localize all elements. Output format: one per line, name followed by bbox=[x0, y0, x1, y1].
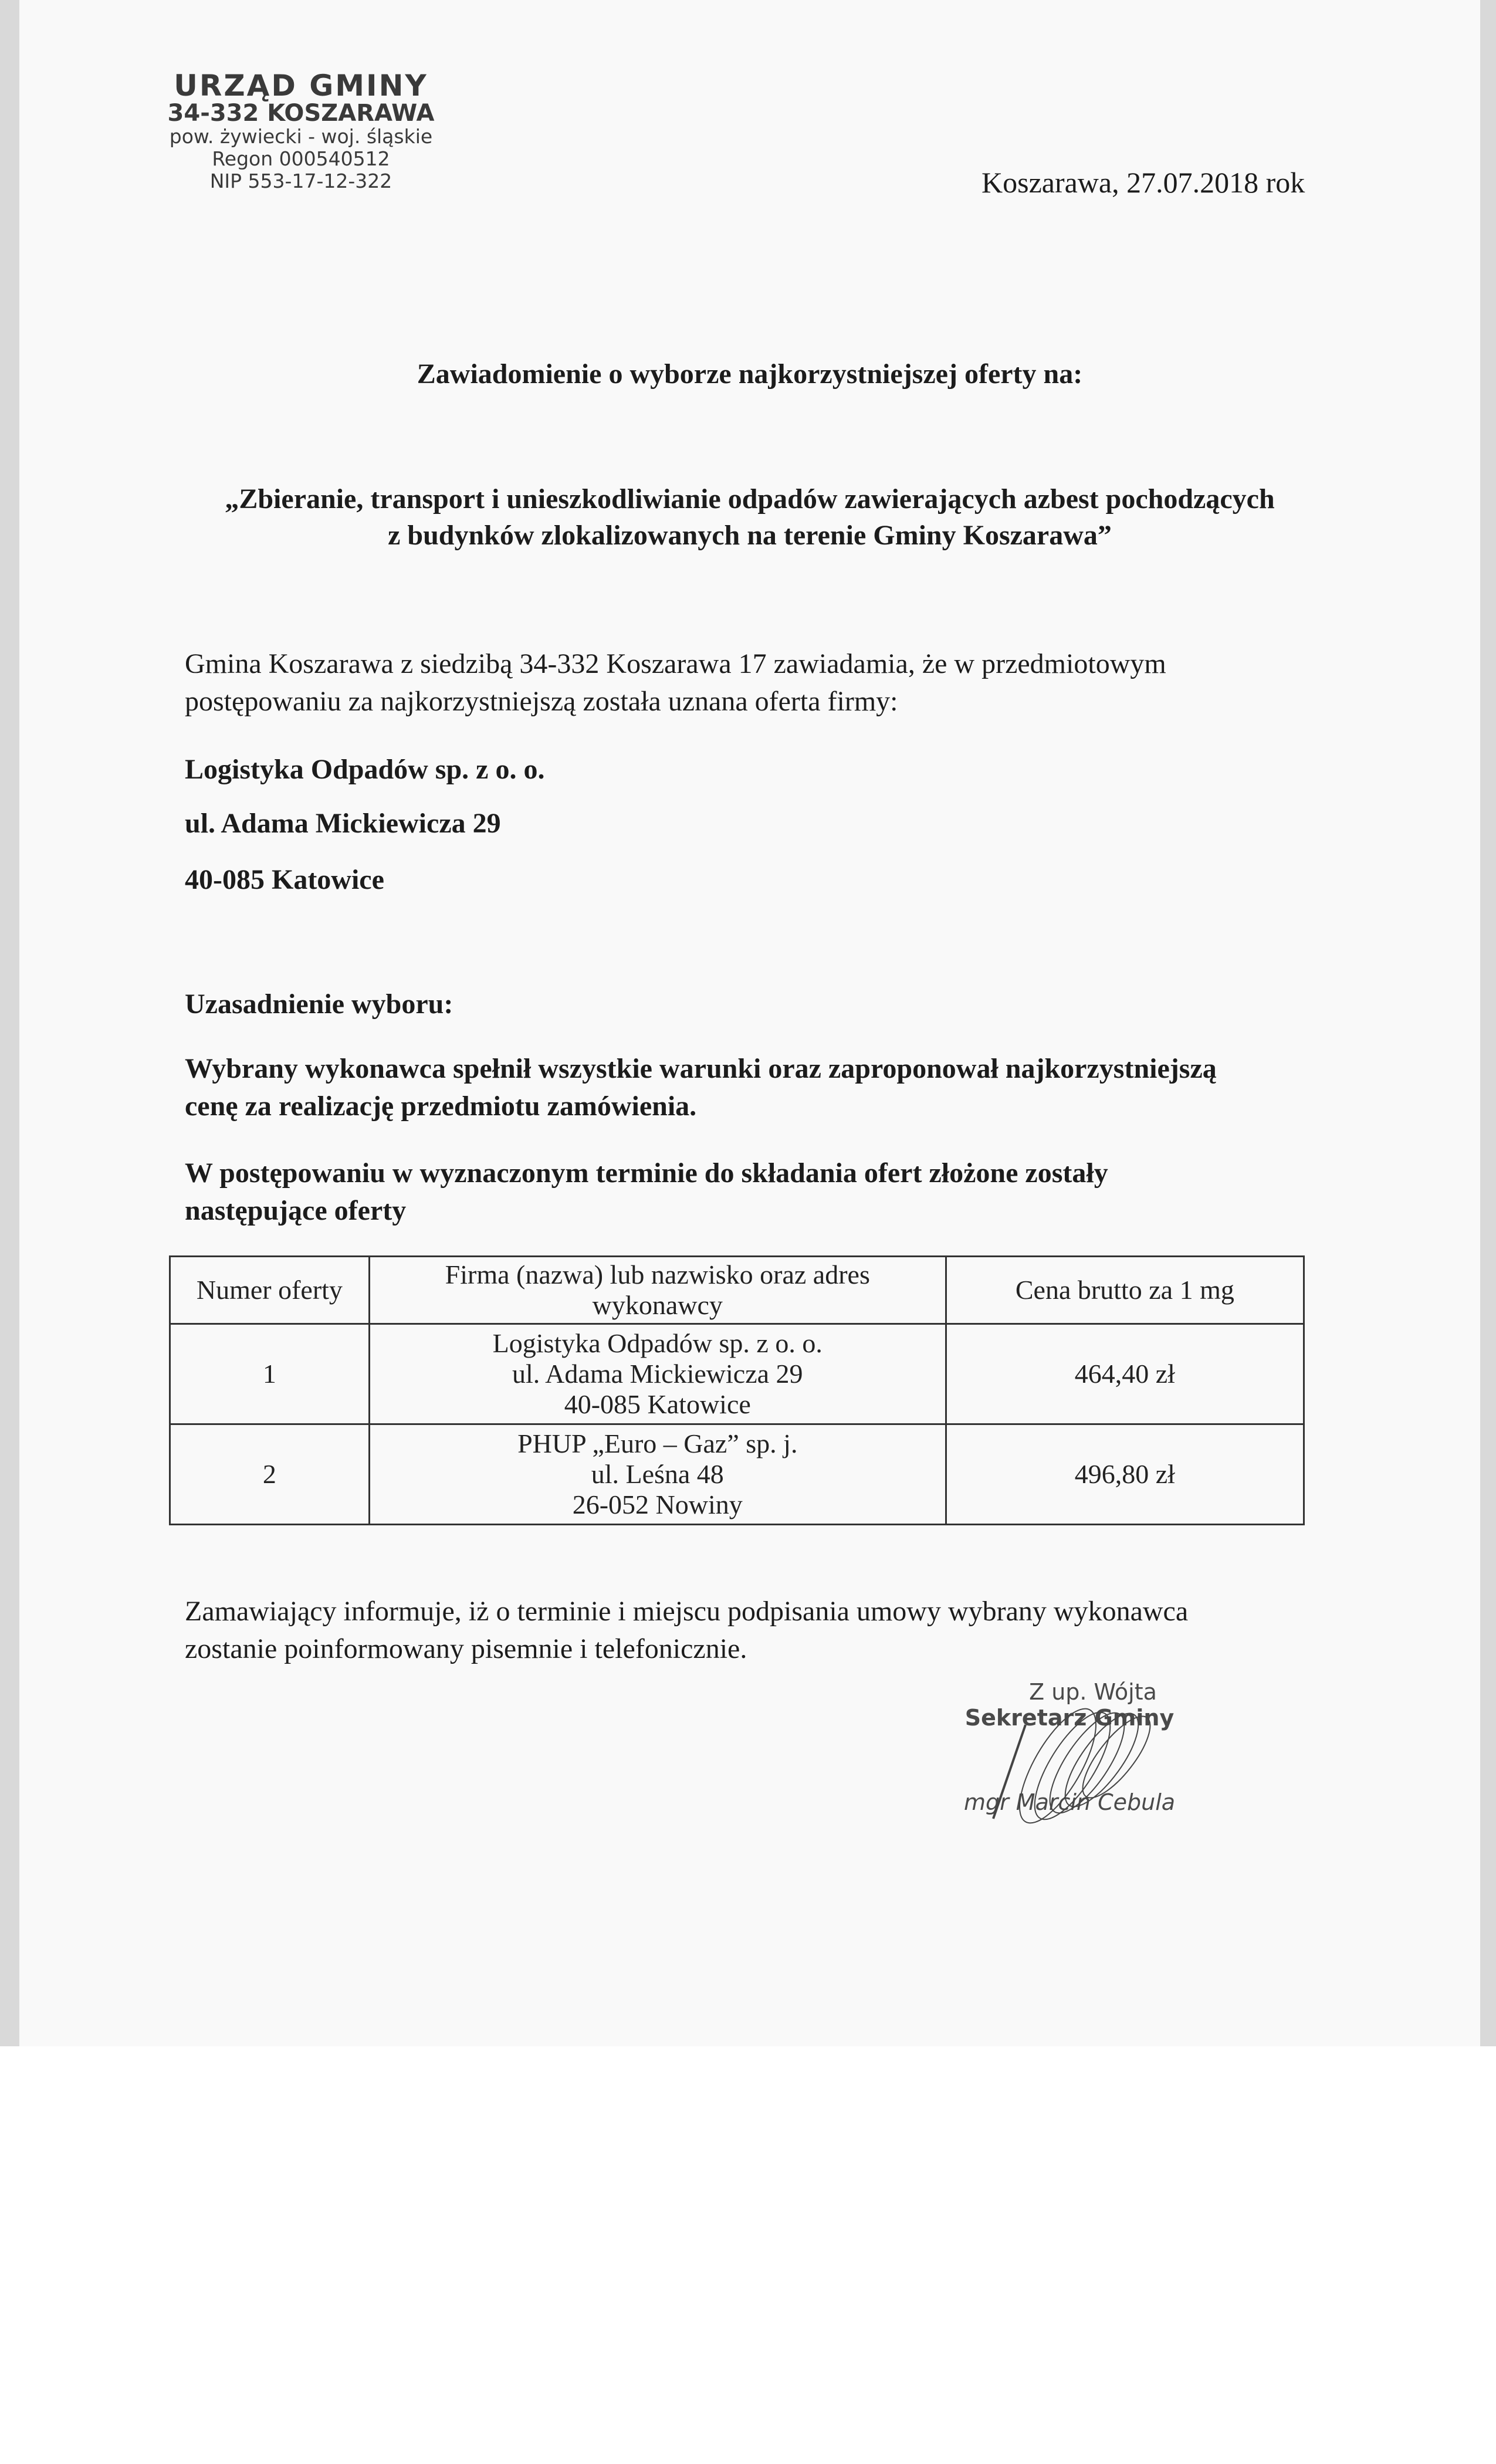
offer-company-city: 40-085 Katowice bbox=[564, 1389, 751, 1419]
tender-subject bbox=[19, 481, 1480, 554]
signature-role: Sekretarz Gminy bbox=[964, 1705, 1175, 1731]
offers-intro-line-1: W postępowaniu w wyznaczonym terminie do składania ofert złożone zostały bbox=[185, 1157, 1108, 1189]
handwritten-signature-icon bbox=[970, 1701, 1169, 1830]
justification-line-2: cenę za realizację przedmiotu zamówienia. bbox=[185, 1091, 697, 1122]
tender-subject-line-1: „Zbieranie, transport i unieszkodliwianie odpadów zawierających azbest pochodzących bbox=[225, 483, 1275, 515]
offer-price: 464,40 zł bbox=[946, 1324, 1304, 1424]
winner-city: 40-085 Katowice bbox=[185, 864, 384, 895]
closing-line-1: Zamawiający informuje, iż o terminie i miejscu podpisania umowy wybrany wykonawca bbox=[185, 1596, 1189, 1627]
offer-company-street: ul. Adama Mickiewicza 29 bbox=[512, 1359, 803, 1389]
offers-intro bbox=[185, 1155, 1108, 1230]
intro-line-1: Gmina Koszarawa z siedzibą 34-332 Koszarawa 17 zawiadamia, że w przedmiotowym bbox=[185, 648, 1166, 679]
table-row bbox=[170, 1324, 1304, 1424]
offer-company-street: ul. Leśna 48 bbox=[591, 1459, 724, 1489]
office-stamp bbox=[137, 70, 465, 192]
place-and-date: Koszarawa, 27.07.2018 rok bbox=[981, 166, 1305, 199]
signature-name: mgr Marcin Cebula bbox=[963, 1789, 1176, 1815]
tender-subject-line-2: z budynków zlokalizowanych na terenie Gminy Koszarawa” bbox=[388, 520, 1112, 551]
intro-line-2: postępowaniu za najkorzystniejszą została uznana oferta firmy: bbox=[185, 686, 898, 717]
document-page bbox=[19, 0, 1480, 2046]
justification-heading: Uzasadnienie wyboru: bbox=[185, 989, 453, 1020]
offer-price: 496,80 zł bbox=[946, 1424, 1304, 1525]
winner-name: Logistyka Odpadów sp. z o. o. bbox=[185, 754, 545, 785]
offer-company-name: Logistyka Odpadów sp. z o. o. bbox=[492, 1328, 823, 1358]
justification-text bbox=[185, 1050, 1217, 1125]
closing-line-2: zostanie poinformowany pisemnie i telefonicznie. bbox=[185, 1633, 747, 1664]
stamp-regon: Regon 000540512 bbox=[212, 147, 390, 170]
header-company-line-2: wykonawcy bbox=[592, 1290, 723, 1320]
justification-line-1: Wybrany wykonawca spełnił wszystkie warunki oraz zaproponował najkorzystniejszą bbox=[185, 1053, 1217, 1084]
header-company bbox=[369, 1257, 946, 1324]
header-price: Cena brutto za 1 mg bbox=[946, 1257, 1304, 1324]
offer-company-name: PHUP „Euro – Gaz” sp. j. bbox=[517, 1429, 798, 1458]
offer-company bbox=[369, 1424, 946, 1525]
stamp-district: pow. żywiecki - woj. śląskie bbox=[169, 125, 433, 148]
stamp-postal-address: 34-332 KOSZARAWA bbox=[167, 100, 435, 127]
document-title: Zawiadomienie o wyborze najkorzystniejszej oferty na: bbox=[417, 358, 1083, 390]
closing-paragraph bbox=[185, 1593, 1188, 1668]
offers-table-header-row bbox=[170, 1257, 1304, 1324]
signature-authority: Z up. Wójta bbox=[1029, 1679, 1157, 1705]
winner-street: ul. Adama Mickiewicza 29 bbox=[185, 808, 501, 839]
table-row bbox=[170, 1424, 1304, 1525]
header-company-line-1: Firma (nazwa) lub nazwisko oraz adres bbox=[445, 1260, 870, 1289]
offer-number: 1 bbox=[170, 1324, 370, 1424]
offers-intro-line-2: następujące oferty bbox=[185, 1195, 407, 1226]
offer-company bbox=[369, 1324, 946, 1424]
header-offer-number: Numer oferty bbox=[170, 1257, 370, 1324]
stamp-office-name: URZĄD GMINY bbox=[174, 69, 428, 103]
offers-table bbox=[169, 1255, 1305, 1525]
offer-company-city: 26-052 Nowiny bbox=[572, 1490, 743, 1519]
intro-paragraph bbox=[185, 645, 1166, 720]
stamp-nip: NIP 553-17-12-322 bbox=[209, 170, 392, 192]
offer-number: 2 bbox=[170, 1424, 370, 1525]
